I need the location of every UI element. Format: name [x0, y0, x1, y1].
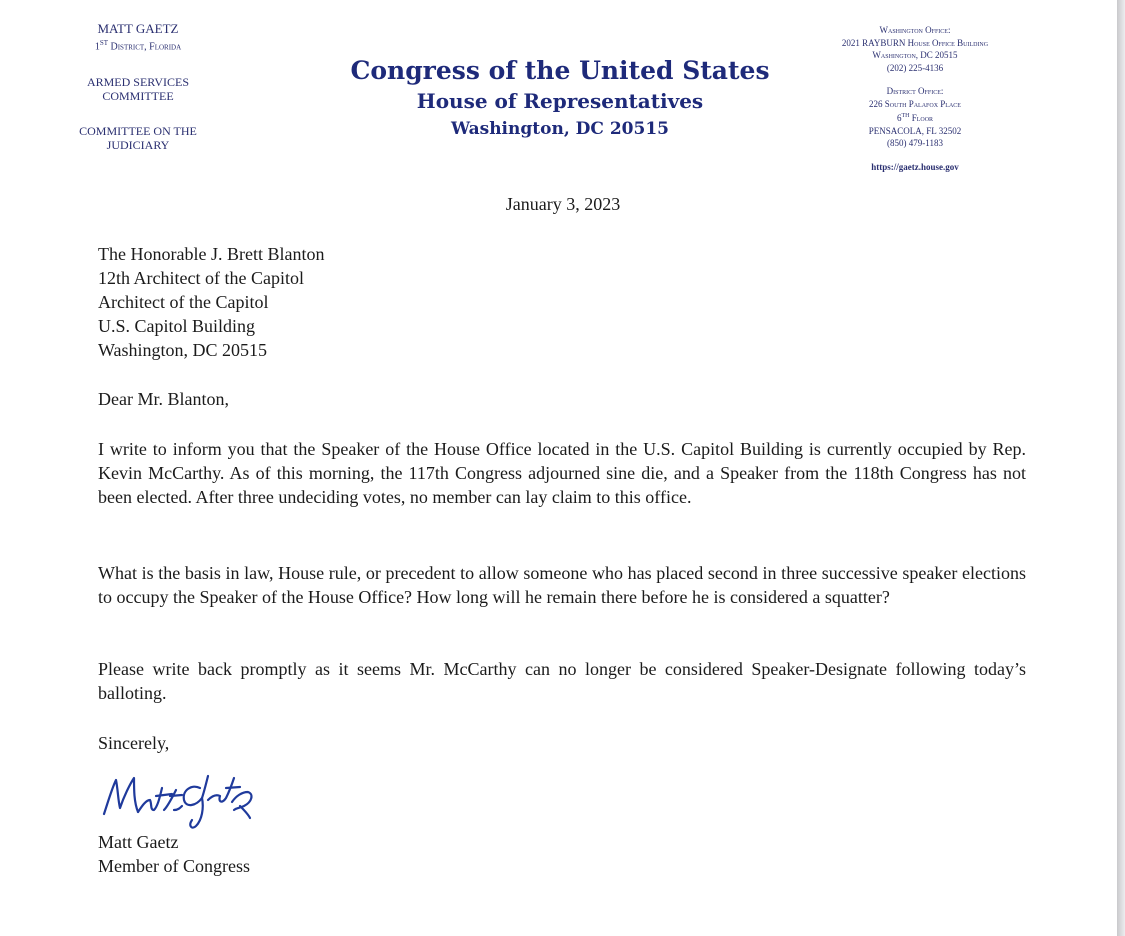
recipient-line: U.S. Capitol Building	[98, 316, 256, 336]
signature-block	[98, 830, 250, 878]
floor-number: 6	[896, 113, 902, 123]
district-office-phone: (850) 479-1183	[887, 138, 943, 148]
masthead-congress: Congress of the United States	[350, 56, 770, 85]
washington-office-city: Washington, DC 20515	[872, 50, 958, 60]
floor-word: Floor	[909, 113, 934, 123]
handwritten-signature	[96, 766, 276, 836]
committee-armed-services	[58, 75, 218, 103]
member-name: MATT GAETZ	[97, 21, 179, 36]
letter-date: January 3, 2023	[505, 194, 621, 214]
district-office-address: 226 South Palafox Place	[869, 98, 961, 109]
washington-office-label: Washington Office:	[879, 25, 951, 35]
body-paragraph: I write to inform you that the Speaker of the House Office located in the U.S. Capitol Building is currently occupied by Rep. Kevin McCarthy. As of this morning, the 117th Congress adjourned sine die, and a Speaker from the 118th Congress has not been elected. After three undeciding votes, no member can lay claim to this office.	[98, 439, 1026, 507]
member-district	[58, 36, 218, 54]
signer-name: Matt Gaetz	[98, 832, 179, 852]
recipient-address	[98, 242, 324, 362]
recipient-line: Architect of the Capitol	[98, 292, 269, 312]
body-paragraph: What is the basis in law, House rule, or precedent to allow someone who has placed second in three successive speaker elections to occupy the Speaker of the House Office? How long will he remain there before he is considered a squatter?	[98, 563, 1026, 607]
washington-office-address: 2021 RAYBURN House Office Building	[841, 37, 989, 48]
district-number: 1	[94, 41, 100, 53]
floor-ordinal: TH	[901, 113, 910, 119]
letterhead-right	[800, 24, 1030, 173]
signer-title: Member of Congress	[98, 856, 250, 876]
letterhead-masthead	[345, 56, 775, 142]
page-edge-shadow	[1117, 0, 1125, 936]
district-office-label: District Office:	[886, 86, 944, 96]
recipient-line: The Honorable J. Brett Blanton	[98, 244, 325, 264]
committee-judiciary	[58, 124, 218, 152]
district-state: District, Florida	[108, 41, 182, 53]
letterhead-left	[58, 22, 218, 152]
district-office-floor	[800, 110, 1030, 125]
closing: Sincerely,	[98, 733, 170, 753]
masthead-house: House of Representatives	[416, 89, 704, 113]
committee-line: COMMITTEE ON THE	[79, 124, 197, 139]
website-link[interactable]: https://gaetz.house.gov	[871, 161, 959, 172]
committee-line: ARMED SERVICES	[86, 75, 190, 90]
district-ordinal: ST	[99, 39, 108, 47]
salutation: Dear Mr. Blanton,	[98, 389, 229, 409]
recipient-line: Washington, DC 20515	[98, 340, 268, 360]
masthead-city: Washington, DC 20515	[451, 119, 669, 139]
district-office-city: PENSACOLA, FL 32502	[868, 125, 962, 136]
washington-office-phone: (202) 225-4136	[886, 62, 944, 73]
body-paragraph: Please write back promptly as it seems Mr. McCarthy can no longer be considered Speaker-Designate following today’s balloting.	[98, 659, 1026, 703]
committee-line: JUDICIARY	[106, 138, 170, 153]
recipient-line: 12th Architect of the Capitol	[98, 268, 304, 288]
committee-line: COMMITTEE	[102, 89, 174, 104]
